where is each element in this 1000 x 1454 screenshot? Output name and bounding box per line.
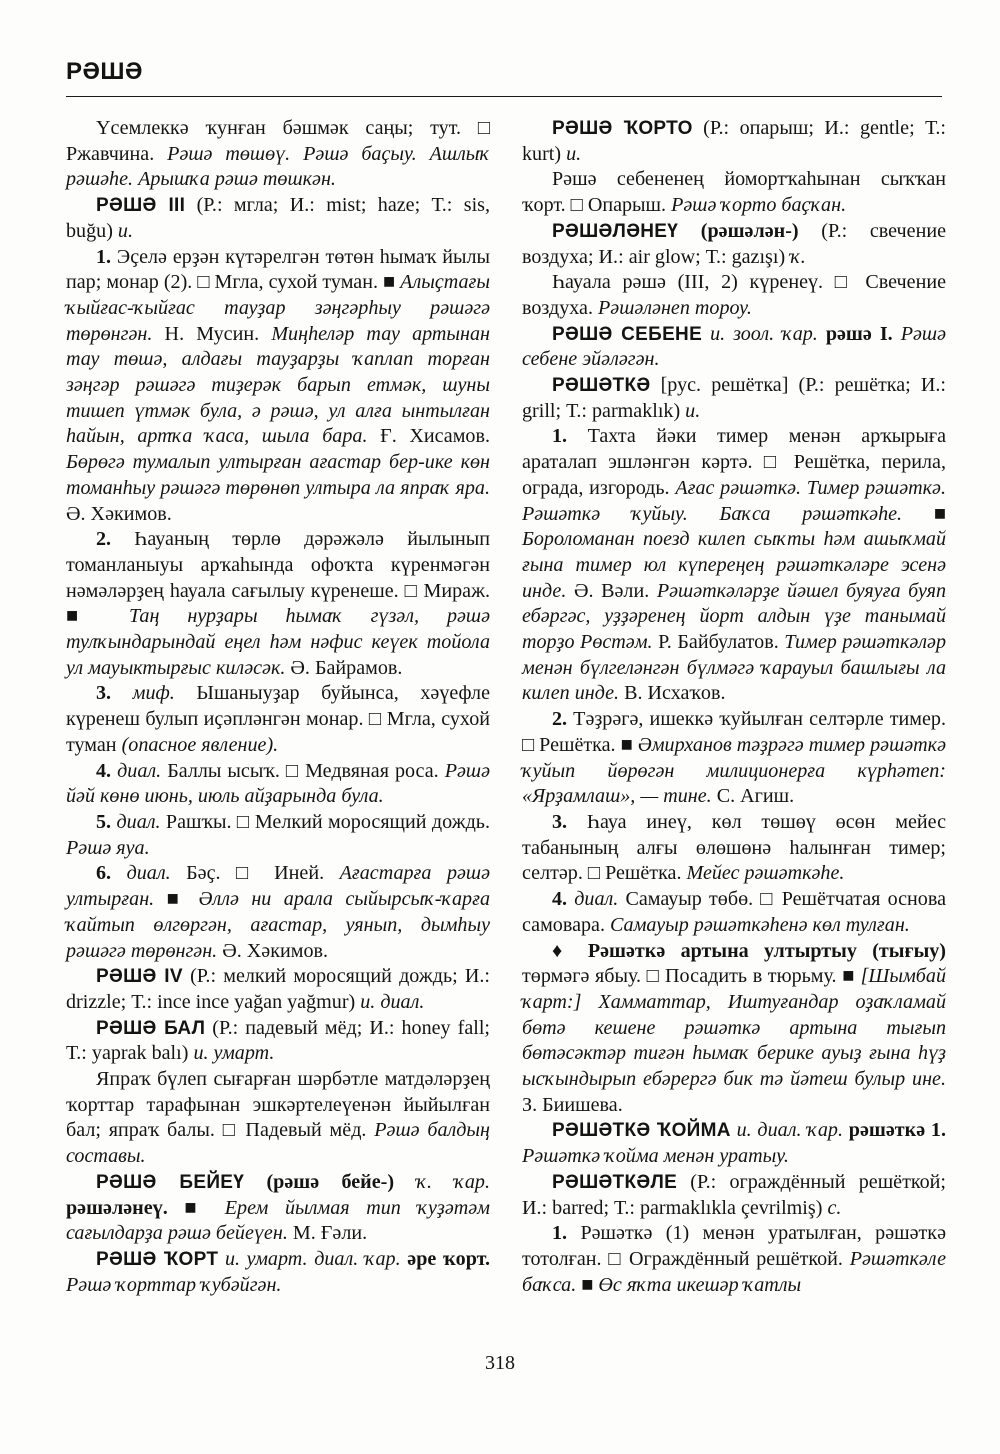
- text-run: Рәшәткә (1) менән уратылған, рәшәткә тотолған. □ Ограждённый решёткой.: [522, 1222, 946, 1270]
- text-run: и.: [566, 142, 582, 165]
- text-run: Һауа инеү, көл төшөү өсөн мейес табанының алғы өлөшөнә һалынған тимер; селтәр. □ Решётка.: [522, 810, 946, 885]
- text-run: Таң нурҙары һымаҡ гүзәл, рәшә тулҡындарындай еңел һәм нәфис кеүек тойола ул мауыктырғыс киләсәк.: [66, 605, 490, 679]
- dictionary-paragraph: [522, 1170, 946, 1221]
- dictionary-paragraph: [522, 116, 946, 167]
- header-rule: [66, 96, 942, 97]
- text-run: и.: [117, 219, 133, 242]
- text-run: рәшә I.: [817, 322, 893, 345]
- text-run: Тәҙрәгә, ишеккә ҡуйылған селтәрле тимер. □ Решётка. ■: [522, 708, 946, 756]
- text-run: Өс яҡта икешәр ҡатлы: [598, 1273, 802, 1296]
- text-run: әре ҡорт.: [400, 1247, 491, 1270]
- text-run: 1.: [552, 1222, 568, 1245]
- text-run: Самауыр төбө. □ Решётчатая основа самовара.: [522, 888, 946, 936]
- text-run: Бөрөгә тумалып ултырған ағастар бер-ике көн томанһыу рәшәгә төрөнөп ултыра ла япраҡ яра.: [66, 451, 490, 499]
- text-run: Ә. Байрамов.: [285, 656, 403, 679]
- text-run: Бәҫ. □ Иней.: [170, 862, 340, 885]
- text-run: и. диал.: [360, 990, 425, 1013]
- text-run: Миңһеләр тау артынан тау төшә, алдағы тауҙарҙы ҡаплап торған зәңгәр рәшәгә тиҙерәк барып етмәк, шуны тишеп үтмәк була, ә рәшә, ул алға ынтылған һайын, артҡа ҡаса, шыла бара.: [66, 322, 490, 448]
- text-run: 5.: [96, 810, 112, 833]
- dictionary-paragraph: [522, 707, 946, 810]
- headword: РӘШӘТКӘ: [552, 375, 651, 397]
- dictionary-paragraph: [66, 527, 490, 681]
- text-run: Ә. Вәли.: [566, 579, 657, 602]
- text-run: 3.: [96, 682, 112, 705]
- text-run: Ә. Хәкимов.: [217, 939, 329, 962]
- text-run: Рәшә төшөү. Рәшә баҫыу. Ашлыҡ рәшәһе. Арышҡа рәшә төшкән.: [66, 142, 490, 191]
- text-run: [111, 862, 127, 884]
- dictionary-paragraph: [522, 424, 946, 707]
- text-run: (Р.: ограждённый решёткой; И.: barred; Т.: parmaklıkla çevrilmiş): [522, 1170, 946, 1219]
- page-header: РӘШӘ: [66, 58, 143, 85]
- text-run: Самауыр рәшәткәһенә көл тулған.: [610, 913, 910, 936]
- text-run: С. Агиш.: [711, 785, 795, 808]
- text-run: Рәшә йәй көнө июнь, июль айҙарында була.: [66, 759, 490, 808]
- dictionary-paragraph: [66, 759, 490, 810]
- dictionary-paragraph: [66, 810, 490, 861]
- text-run: ■: [154, 888, 199, 911]
- text-run: Рәшәткәләрҙе йәшел буяуға буяп ебәргәс, уҙҙәренең йорт алдын үҙе танымай торҙо Рөстәм.: [522, 579, 946, 654]
- text-run: 4.: [552, 888, 568, 911]
- text-run: и.: [685, 399, 701, 422]
- text-run: Рәшә ҡорттар ҡубәйгән.: [66, 1273, 282, 1296]
- text-run: Мейес рәшәткәһе.: [686, 862, 845, 885]
- text-run: Әллә ни арала сыйырсыҡ-ҡарға ҡайтып өлгөргән, ағастар, уянып, дымһыу рәшәгә төрөнгән.: [66, 888, 490, 962]
- text-run: Рәшәләнеп тороу.: [598, 296, 752, 319]
- text-run: диал.: [574, 888, 619, 911]
- dictionary-column-right: [522, 116, 946, 1298]
- text-run: 1.: [96, 245, 112, 268]
- headword: РӘШӘ ҠОРТО: [552, 118, 693, 139]
- dictionary-paragraph: [522, 1118, 946, 1169]
- text-run: Баллы ысыҡ. □ Медвяная роса.: [161, 759, 445, 782]
- headword: РӘШӘ БАЛ: [96, 1017, 206, 1039]
- text-run: З. Биишева.: [522, 1093, 623, 1116]
- text-run: [218, 1248, 225, 1270]
- dictionary-column-left: [66, 116, 490, 1298]
- text-run: Ерем йылмая тип ҡуҙәтәм сағылдарҙа рәшә бейеүен.: [66, 1196, 490, 1245]
- text-run: рәшәләнеү.: [66, 1196, 168, 1219]
- text-run: (Р.: опарыш; И.: gentle; Т.: kurt): [522, 117, 946, 165]
- text-run: Алыҫтағы ҡыйғас-ҡыйғас тауҙар зәңгәрһыу рәшәгә төрөнгән.: [66, 271, 490, 345]
- text-run: (рәшәлән-): [678, 219, 822, 242]
- text-run: рәшәткә 1.: [842, 1119, 946, 1142]
- headword: РӘШӘТКӘЛЕ: [552, 1171, 678, 1193]
- text-run: Тимер рәшәткәләр менән бүлгеләнгән бүлмәгә ҡарауыл башлығы ла килеп инде.: [522, 631, 946, 705]
- text-run: (рәшә бейе-): [244, 1170, 417, 1193]
- text-run: 3.: [552, 810, 568, 833]
- text-run: Рәшәткәле баҡса.: [522, 1247, 946, 1296]
- text-run: 2.: [552, 708, 568, 731]
- text-run: Үсемлеккә ҡунған бәшмәк саңы; тут. □ Ржавчина.: [66, 117, 490, 165]
- text-run: 2.: [96, 528, 112, 551]
- text-run: (Р.: мгла; И.: mist; haze; Т.: sis, buğu): [66, 194, 491, 242]
- dictionary-paragraph: [66, 681, 490, 758]
- text-run: (Р.: свечение воздуха; И.: air glow; Т.: gazışı): [522, 219, 946, 268]
- text-run: и. умарт.: [193, 1042, 275, 1065]
- text-run: 6.: [96, 862, 112, 885]
- text-run: (Р.: мелкий моросящий дождь; И.: drizzle; Т.: ince ince yağan yağmur): [66, 965, 491, 1013]
- headword: РӘШӘ III: [96, 195, 186, 217]
- text-run: ҡ. ҡар.: [416, 1170, 490, 1193]
- text-run: Тахта йәки тимер менән арҡырыға араталап эшләнгән кәртә. □ Решётка, перила, ограда, изгородь.: [522, 425, 946, 499]
- text-run: диал.: [117, 759, 162, 782]
- dictionary-paragraph: [522, 939, 946, 1119]
- page-number: 318: [485, 1352, 515, 1374]
- text-run: Рәшә ҡорто баҫҡан.: [671, 194, 847, 217]
- text-run: Р. Байбулатов.: [652, 631, 785, 654]
- dictionary-paragraph: [522, 373, 946, 424]
- text-run: М. Ғәли.: [287, 1222, 368, 1245]
- text-run: (опасное явление).: [121, 733, 279, 756]
- dictionary-paragraph: [66, 245, 490, 528]
- text-run: Ышаныуҙар буйынса, хәүефле күренеш булып иҫәпләнгән монар. □ Мгла, сухой туман: [66, 682, 490, 756]
- text-run: төрмәгә ябыу. □ Посадить в тюрьму. ■: [522, 965, 861, 988]
- text-run: Һауала рәшә (III, 2) күренеү. □ Свечение воздуха.: [522, 271, 946, 319]
- text-run: ■: [167, 1196, 225, 1219]
- text-run: Рашҡы. □ Мелкий моросящий дождь.: [160, 810, 490, 833]
- text-run: ♦ Рәшәткә артына ултыртыу (тығыу): [552, 939, 946, 962]
- text-run: ҡ.: [790, 245, 806, 268]
- text-run: Япраҡ бүлеп сығарған шәрбәтле матдәләрҙең ҡорттар тарафынан эшкәртелеүенән йыйылған бал; япраҡ балы. □ Падевый мёд.: [66, 1068, 490, 1142]
- text-run: миф.: [132, 682, 175, 705]
- dictionary-paragraph: [66, 861, 490, 964]
- headword: РӘШӘТКӘ ҠОЙМА: [552, 1120, 731, 1142]
- text-run: Рәшә себененең йомортҡаһынан сыҡҡан ҡорт. □ Опарыш.: [522, 168, 946, 217]
- text-run: Ағастарға рәшә ултырған.: [66, 862, 490, 911]
- text-run: и. диал. ҡар.: [736, 1119, 843, 1142]
- text-run: диал.: [126, 862, 171, 885]
- text-run: Ғ. Хисамов.: [367, 425, 490, 448]
- dictionary-paragraph: [522, 887, 946, 938]
- text-run: Эҫелә ерҙән күтәрелгән төтөн һымаҡ йылы пар; монар (2). □ Мгла, сухой туман. ■: [66, 245, 490, 294]
- text-run: Рәшә яуа.: [66, 836, 150, 859]
- text-run: и. зоол. ҡар.: [710, 322, 818, 345]
- headword: РӘШӘ ҠОРТ: [96, 1248, 219, 1270]
- text-run: с.: [827, 1196, 842, 1219]
- dictionary-paragraph: [66, 1067, 490, 1170]
- dictionary-paragraph: [66, 1170, 490, 1247]
- text-run: Н. Мусин.: [152, 322, 272, 345]
- dictionary-paragraph: [66, 116, 490, 193]
- dictionary-paragraph: [522, 1221, 946, 1298]
- dictionary-paragraph: [522, 322, 946, 373]
- headword: РӘШӘ БЕЙЕҮ: [96, 1171, 245, 1193]
- text-run: (Р.: падевый мёд; И.: honey fall; Т.: yaprak balı): [66, 1016, 490, 1065]
- text-run: Әмирханов тәҙрәгә тимер рәшәткә ҡуйып йөрөгән милиционерға күрһәтеп: «Ярҙамлаш», — тине.: [522, 733, 946, 808]
- dictionary-paragraph: [522, 270, 946, 321]
- text-run: В. Исхаҡов.: [619, 682, 726, 705]
- text-run: Рәшә балдың составы.: [66, 1119, 490, 1168]
- text-run: 4.: [96, 759, 112, 782]
- text-run: Һауаның төрлө дәрәжәлә йылынып томанланыуы арҡаһында офоҡта күренмәгән нәмәләрҙең һауала сағылыу күренеше. □ Мираж. ■: [66, 528, 490, 628]
- headword: РӘШӘ IV: [96, 966, 183, 988]
- text-run: 1.: [552, 425, 568, 448]
- dictionary-paragraph: [66, 1016, 490, 1067]
- dictionary-paragraph: [522, 810, 946, 887]
- text-run: [893, 323, 901, 345]
- text-run: Рәшәткә ҡойма менән уратыу.: [522, 1145, 789, 1168]
- headword: РӘШӘ СЕБЕНЕ: [552, 323, 703, 345]
- text-run: ■: [902, 502, 946, 525]
- text-run: [Шымбай ҡарт:] Хамматтар, Иштуғандар оҙаҡламай бөтә кешене рәшәткә артына тығып бөтәсәктәр тиғән һымаҡ берике ауыҙ ғына һүҙ ысҡындырып ебәрергә бик тә йәтеш булыр ине.: [522, 965, 946, 1091]
- text-run: диал.: [116, 810, 161, 833]
- text-run: Ағас рәшәткә. Тимер рәшәткә. Рәшәткә ҡуйыу. Баҡса рәшәткәһе.: [522, 476, 946, 525]
- dictionary-paragraph: [66, 964, 490, 1015]
- text-run: [рус. решётка] (Р.: решётка; И.: grill; Т.: parmaklık): [522, 374, 946, 422]
- text-run: Ә. Хәкимов.: [66, 502, 172, 525]
- dictionary-paragraph: [66, 1247, 490, 1298]
- headword: РӘШӘЛӘНЕҮ: [552, 220, 679, 242]
- dictionary-paragraph: [522, 167, 946, 218]
- text-run: Бороломанан поезд килеп сыҡты һәм ашыҡмай ғына тимер юл күпереңең рәшәткәләре эсенә инде.: [522, 528, 946, 602]
- text-run: Рәшә себене эйәләгән.: [522, 322, 946, 371]
- text-run: [111, 682, 133, 704]
- dictionary-paragraph: [522, 219, 946, 270]
- dictionary-paragraph: [66, 193, 490, 244]
- text-run: ■: [576, 1273, 599, 1296]
- text-run: [702, 323, 710, 345]
- text-run: и. умарт. диал. ҡар.: [224, 1247, 401, 1270]
